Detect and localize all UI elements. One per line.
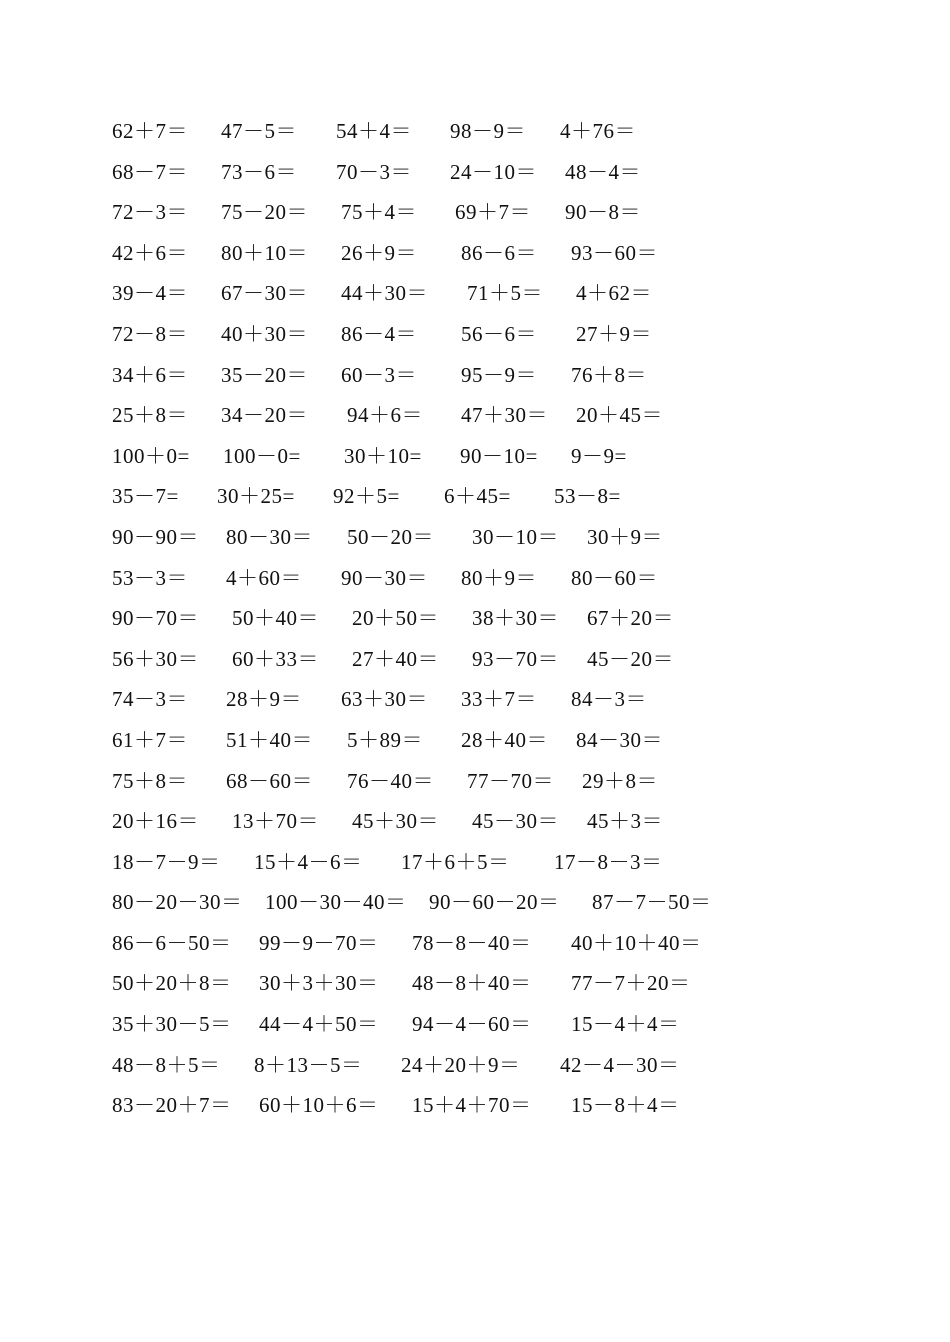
arithmetic-problem: 95－9＝ bbox=[461, 362, 537, 387]
problem-row bbox=[112, 684, 832, 725]
arithmetic-problem: 84－3＝ bbox=[571, 687, 647, 712]
arithmetic-problem: 8＋13－5＝ bbox=[254, 1052, 363, 1077]
arithmetic-problem: 35－7= bbox=[112, 484, 179, 509]
arithmetic-problem: 86－6－50＝ bbox=[112, 930, 232, 955]
arithmetic-problem: 80－30＝ bbox=[226, 524, 313, 549]
arithmetic-worksheet bbox=[112, 116, 832, 1131]
arithmetic-problem: 53－8= bbox=[554, 484, 621, 509]
arithmetic-problem: 17－8－3＝ bbox=[554, 849, 663, 874]
arithmetic-problem: 94＋6＝ bbox=[347, 403, 423, 428]
arithmetic-problem: 27＋9＝ bbox=[576, 321, 652, 346]
arithmetic-problem: 20＋50＝ bbox=[352, 606, 439, 631]
arithmetic-problem: 24＋20＋9＝ bbox=[401, 1052, 521, 1077]
problem-row bbox=[112, 441, 832, 482]
arithmetic-problem: 26＋9＝ bbox=[341, 240, 417, 265]
arithmetic-problem: 99－9－70＝ bbox=[259, 930, 379, 955]
arithmetic-problem: 98－9＝ bbox=[450, 119, 526, 143]
arithmetic-problem: 4＋76＝ bbox=[560, 119, 636, 143]
arithmetic-problem: 30＋10= bbox=[344, 443, 422, 468]
problem-row bbox=[112, 278, 832, 319]
arithmetic-problem: 68－7＝ bbox=[112, 159, 188, 184]
arithmetic-problem: 15－4＋4＝ bbox=[571, 1012, 680, 1037]
problem-row bbox=[112, 766, 832, 807]
arithmetic-problem: 72－8＝ bbox=[112, 321, 188, 346]
arithmetic-problem: 78－8－40＝ bbox=[412, 930, 532, 955]
problem-row bbox=[112, 968, 832, 1009]
arithmetic-problem: 76＋8＝ bbox=[571, 362, 647, 387]
arithmetic-problem: 48－8＋40＝ bbox=[412, 971, 532, 996]
arithmetic-problem: 44＋30＝ bbox=[341, 281, 428, 306]
arithmetic-problem: 75＋4＝ bbox=[341, 200, 417, 225]
arithmetic-problem: 80－20－30＝ bbox=[112, 890, 243, 915]
arithmetic-problem: 86－4＝ bbox=[341, 321, 417, 346]
arithmetic-problem: 67－30＝ bbox=[221, 281, 308, 306]
arithmetic-problem: 90－30＝ bbox=[341, 565, 428, 590]
arithmetic-problem: 18－7－9＝ bbox=[112, 849, 221, 874]
problem-row bbox=[112, 725, 832, 766]
arithmetic-problem: 38＋30＝ bbox=[472, 606, 559, 631]
arithmetic-problem: 80－60＝ bbox=[571, 565, 658, 590]
arithmetic-problem: 48－4＝ bbox=[565, 159, 641, 184]
arithmetic-problem: 30＋3＋30＝ bbox=[259, 971, 379, 996]
arithmetic-problem: 15－8＋4＝ bbox=[571, 1093, 680, 1118]
arithmetic-problem: 75－20＝ bbox=[221, 200, 308, 225]
arithmetic-problem: 34＋6＝ bbox=[112, 362, 188, 387]
arithmetic-problem: 86－6＝ bbox=[461, 240, 537, 265]
arithmetic-problem: 60－3＝ bbox=[341, 362, 417, 387]
arithmetic-problem: 4＋60＝ bbox=[226, 565, 302, 590]
arithmetic-problem: 50＋40＝ bbox=[232, 606, 319, 631]
arithmetic-problem: 90－70＝ bbox=[112, 606, 199, 631]
problem-row bbox=[112, 157, 832, 198]
arithmetic-problem: 68－60＝ bbox=[226, 768, 313, 793]
arithmetic-problem: 56－6＝ bbox=[461, 321, 537, 346]
arithmetic-problem: 60＋10＋6＝ bbox=[259, 1093, 379, 1118]
arithmetic-problem: 5＋89＝ bbox=[347, 727, 423, 752]
arithmetic-problem: 45＋30＝ bbox=[352, 809, 439, 834]
arithmetic-problem: 70－3＝ bbox=[336, 159, 412, 184]
arithmetic-problem: 61＋7＝ bbox=[112, 727, 188, 752]
arithmetic-problem: 17＋6＋5＝ bbox=[401, 849, 510, 874]
arithmetic-problem: 87－7－50＝ bbox=[592, 890, 712, 915]
arithmetic-problem: 40＋10＋40＝ bbox=[571, 930, 702, 955]
arithmetic-problem: 47－5＝ bbox=[221, 119, 297, 143]
arithmetic-problem: 80＋9＝ bbox=[461, 565, 537, 590]
arithmetic-problem: 25＋8＝ bbox=[112, 403, 188, 428]
problem-row bbox=[112, 1050, 832, 1091]
arithmetic-problem: 29＋8＝ bbox=[582, 768, 658, 793]
arithmetic-problem: 6＋45= bbox=[444, 484, 511, 509]
arithmetic-problem: 56＋30＝ bbox=[112, 646, 199, 671]
arithmetic-problem: 4＋62＝ bbox=[576, 281, 652, 306]
arithmetic-problem: 35－20＝ bbox=[221, 362, 308, 387]
arithmetic-problem: 27＋40＝ bbox=[352, 646, 439, 671]
arithmetic-problem: 20＋45＝ bbox=[576, 403, 663, 428]
problem-row bbox=[112, 603, 832, 644]
arithmetic-problem: 74－3＝ bbox=[112, 687, 188, 712]
arithmetic-problem: 30－10＝ bbox=[472, 524, 559, 549]
arithmetic-problem: 33＋7＝ bbox=[461, 687, 537, 712]
arithmetic-problem: 53－3＝ bbox=[112, 565, 188, 590]
arithmetic-problem: 24－10＝ bbox=[450, 159, 537, 184]
arithmetic-problem: 42＋6＝ bbox=[112, 240, 188, 265]
arithmetic-problem: 71＋5＝ bbox=[467, 281, 543, 306]
arithmetic-problem: 94－4－60＝ bbox=[412, 1012, 532, 1037]
problem-row bbox=[112, 116, 832, 157]
arithmetic-problem: 45－20＝ bbox=[587, 646, 674, 671]
arithmetic-problem: 30＋25= bbox=[217, 484, 295, 509]
arithmetic-problem: 76－40＝ bbox=[347, 768, 434, 793]
arithmetic-problem: 90－8＝ bbox=[565, 200, 641, 225]
arithmetic-problem: 90－90＝ bbox=[112, 524, 199, 549]
arithmetic-problem: 30＋9＝ bbox=[587, 524, 663, 549]
arithmetic-problem: 28＋9＝ bbox=[226, 687, 302, 712]
arithmetic-problem: 51＋40＝ bbox=[226, 727, 313, 752]
arithmetic-problem: 44－4＋50＝ bbox=[259, 1012, 379, 1037]
problem-row bbox=[112, 1090, 832, 1131]
arithmetic-problem: 73－6＝ bbox=[221, 159, 297, 184]
arithmetic-problem: 84－30＝ bbox=[576, 727, 663, 752]
arithmetic-problem: 75＋8＝ bbox=[112, 768, 188, 793]
problem-row bbox=[112, 928, 832, 969]
problem-row bbox=[112, 644, 832, 685]
arithmetic-problem: 35＋30－5＝ bbox=[112, 1012, 232, 1037]
arithmetic-problem: 15＋4－6＝ bbox=[254, 849, 363, 874]
arithmetic-problem: 45－30＝ bbox=[472, 809, 559, 834]
arithmetic-problem: 34－20＝ bbox=[221, 403, 308, 428]
arithmetic-problem: 42－4－30＝ bbox=[560, 1052, 680, 1077]
arithmetic-problem: 45＋3＝ bbox=[587, 809, 663, 834]
arithmetic-problem: 50＋20＋8＝ bbox=[112, 971, 232, 996]
problem-row bbox=[112, 481, 832, 522]
problem-row bbox=[112, 522, 832, 563]
problem-row bbox=[112, 847, 832, 888]
problem-row bbox=[112, 1009, 832, 1050]
arithmetic-problem: 69＋7＝ bbox=[455, 200, 531, 225]
arithmetic-problem: 93－70＝ bbox=[472, 646, 559, 671]
arithmetic-problem: 54＋4＝ bbox=[336, 119, 412, 143]
arithmetic-problem: 62＋7＝ bbox=[112, 119, 188, 143]
arithmetic-problem: 67＋20＝ bbox=[587, 606, 674, 631]
problem-row bbox=[112, 806, 832, 847]
problem-row bbox=[112, 563, 832, 604]
arithmetic-problem: 63＋30＝ bbox=[341, 687, 428, 712]
arithmetic-problem: 92＋5= bbox=[333, 484, 400, 509]
arithmetic-problem: 28＋40＝ bbox=[461, 727, 548, 752]
problem-row bbox=[112, 360, 832, 401]
problem-row bbox=[112, 197, 832, 238]
arithmetic-problem: 9－9= bbox=[571, 443, 627, 468]
problem-row bbox=[112, 887, 832, 928]
arithmetic-problem: 40＋30＝ bbox=[221, 321, 308, 346]
arithmetic-problem: 15＋4＋70＝ bbox=[412, 1093, 532, 1118]
arithmetic-problem: 100－30－40＝ bbox=[265, 890, 407, 915]
arithmetic-problem: 100＋0= bbox=[112, 443, 190, 468]
arithmetic-problem: 13＋70＝ bbox=[232, 809, 319, 834]
arithmetic-problem: 50－20＝ bbox=[347, 524, 434, 549]
arithmetic-problem: 83－20＋7＝ bbox=[112, 1093, 232, 1118]
arithmetic-problem: 93－60＝ bbox=[571, 240, 658, 265]
arithmetic-problem: 48－8＋5＝ bbox=[112, 1052, 221, 1077]
arithmetic-problem: 47＋30＝ bbox=[461, 403, 548, 428]
arithmetic-problem: 39－4＝ bbox=[112, 281, 188, 306]
arithmetic-problem: 90－60－20＝ bbox=[429, 890, 560, 915]
arithmetic-problem: 100－0= bbox=[223, 443, 301, 468]
problem-row bbox=[112, 319, 832, 360]
problem-row bbox=[112, 238, 832, 279]
arithmetic-problem: 77－70＝ bbox=[467, 768, 554, 793]
problem-row bbox=[112, 400, 832, 441]
arithmetic-problem: 90－10= bbox=[460, 443, 538, 468]
arithmetic-problem: 20＋16＝ bbox=[112, 809, 199, 834]
arithmetic-problem: 77－7＋20＝ bbox=[571, 971, 691, 996]
arithmetic-problem: 72－3＝ bbox=[112, 200, 188, 225]
arithmetic-problem: 60＋33＝ bbox=[232, 646, 319, 671]
arithmetic-problem: 80＋10＝ bbox=[221, 240, 308, 265]
